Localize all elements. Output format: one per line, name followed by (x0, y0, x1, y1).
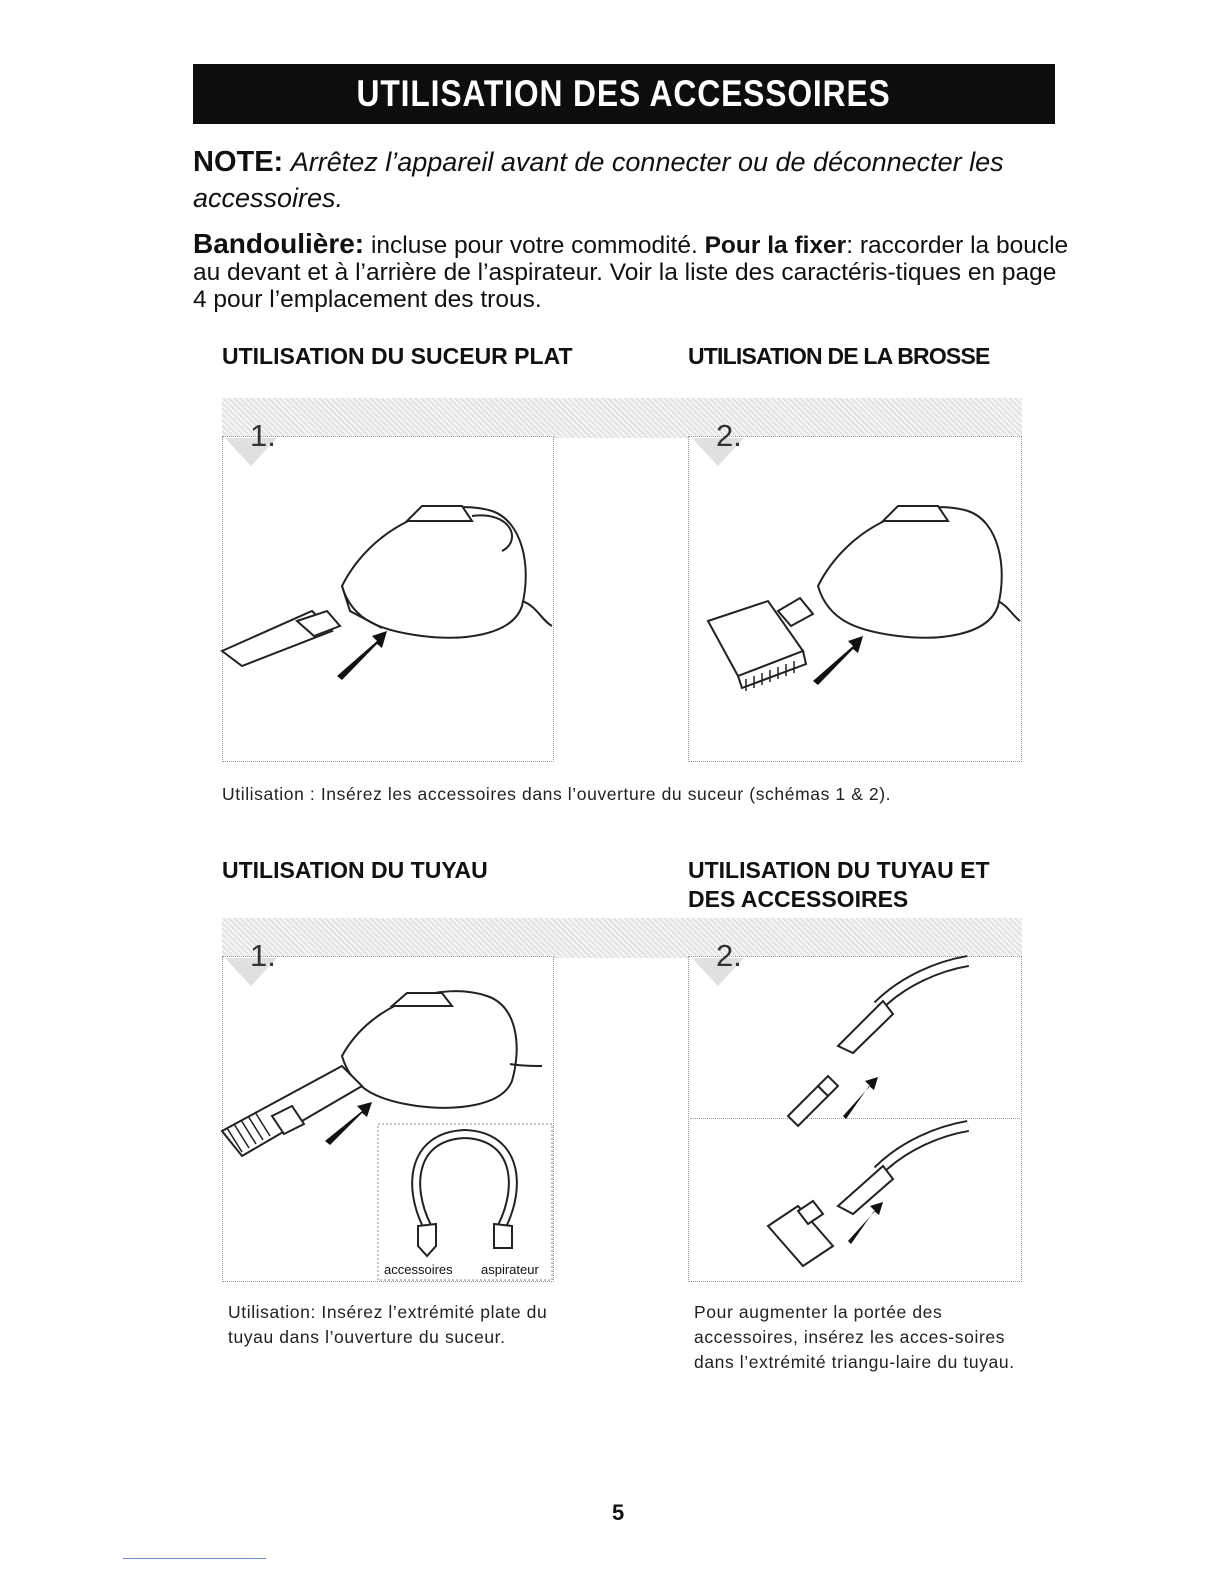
step-number-2: 2. (716, 938, 742, 973)
strap-label: Bandoulière: (193, 228, 365, 259)
step-number-1: 1. (250, 938, 276, 973)
inset-label-accessories: accessoires (384, 1262, 453, 1277)
section-banner (193, 64, 1055, 124)
hose-accessories-illustration (688, 956, 1020, 1280)
caption-hose: Utilisation: Insérez l’extrémité plate du tuyau dans l’ouverture du suceur. (228, 1302, 548, 1347)
caption-top: Utilisation : Insérez les accessoires dans l’ouverture du suceur (schémas 1 & 2). (222, 784, 892, 804)
arrow-icon (337, 631, 387, 680)
hose-accessories-heading: UTILISATION DU TUYAU ET DES ACCESSOIRES (688, 857, 990, 912)
vacuum-hose-illustration (222, 956, 552, 1280)
inset-label-vacuum: aspirateur (481, 1262, 539, 1277)
vacuum-brush-illustration (688, 436, 1020, 760)
page-edge-line (123, 1558, 266, 1559)
banner-title: UTILISATION DES ACCESSOIRES (356, 73, 892, 114)
note-text: Arrêtez l’appareil avant de connecter ou de déconnecter les accessoires. (193, 147, 1004, 213)
brush-heading: UTILISATION DE LA BROSSE (688, 343, 990, 369)
arrow-icon (325, 1102, 372, 1145)
strap-text-after: : raccorder la boucle au devant et à l’arrière de l’aspirateur. Voir la liste des caractéris-tiques en page 4 pour l’emplacement des trous. (193, 232, 1069, 313)
page-number: 5 (612, 1500, 625, 1525)
caption-hose-accessories: Pour augmenter la portée des accessoires, insérez les acces-soires dans l’extrémité triangu-laire du tuyau. (694, 1302, 1015, 1372)
vacuum-crevice-illustration (222, 436, 552, 760)
strap-text-before: incluse pour votre commodité. (370, 232, 698, 259)
crevice-heading: UTILISATION DU SUCEUR PLAT (222, 343, 573, 369)
hose-heading: UTILISATION DU TUYAU (222, 857, 488, 883)
step-number-2: 2. (716, 418, 742, 453)
inset-box (378, 1124, 552, 1280)
step-number-1: 1. (250, 418, 276, 453)
figure-band-top (222, 398, 1022, 438)
arrow-icon (843, 1077, 878, 1119)
figure-band-bottom (222, 918, 1022, 958)
strap-paragraph (193, 230, 1073, 313)
note-paragraph (193, 144, 1073, 216)
arrow-icon (813, 636, 863, 685)
note-label: NOTE: (193, 146, 284, 178)
strap-bold: Pour la fixer (704, 232, 847, 259)
